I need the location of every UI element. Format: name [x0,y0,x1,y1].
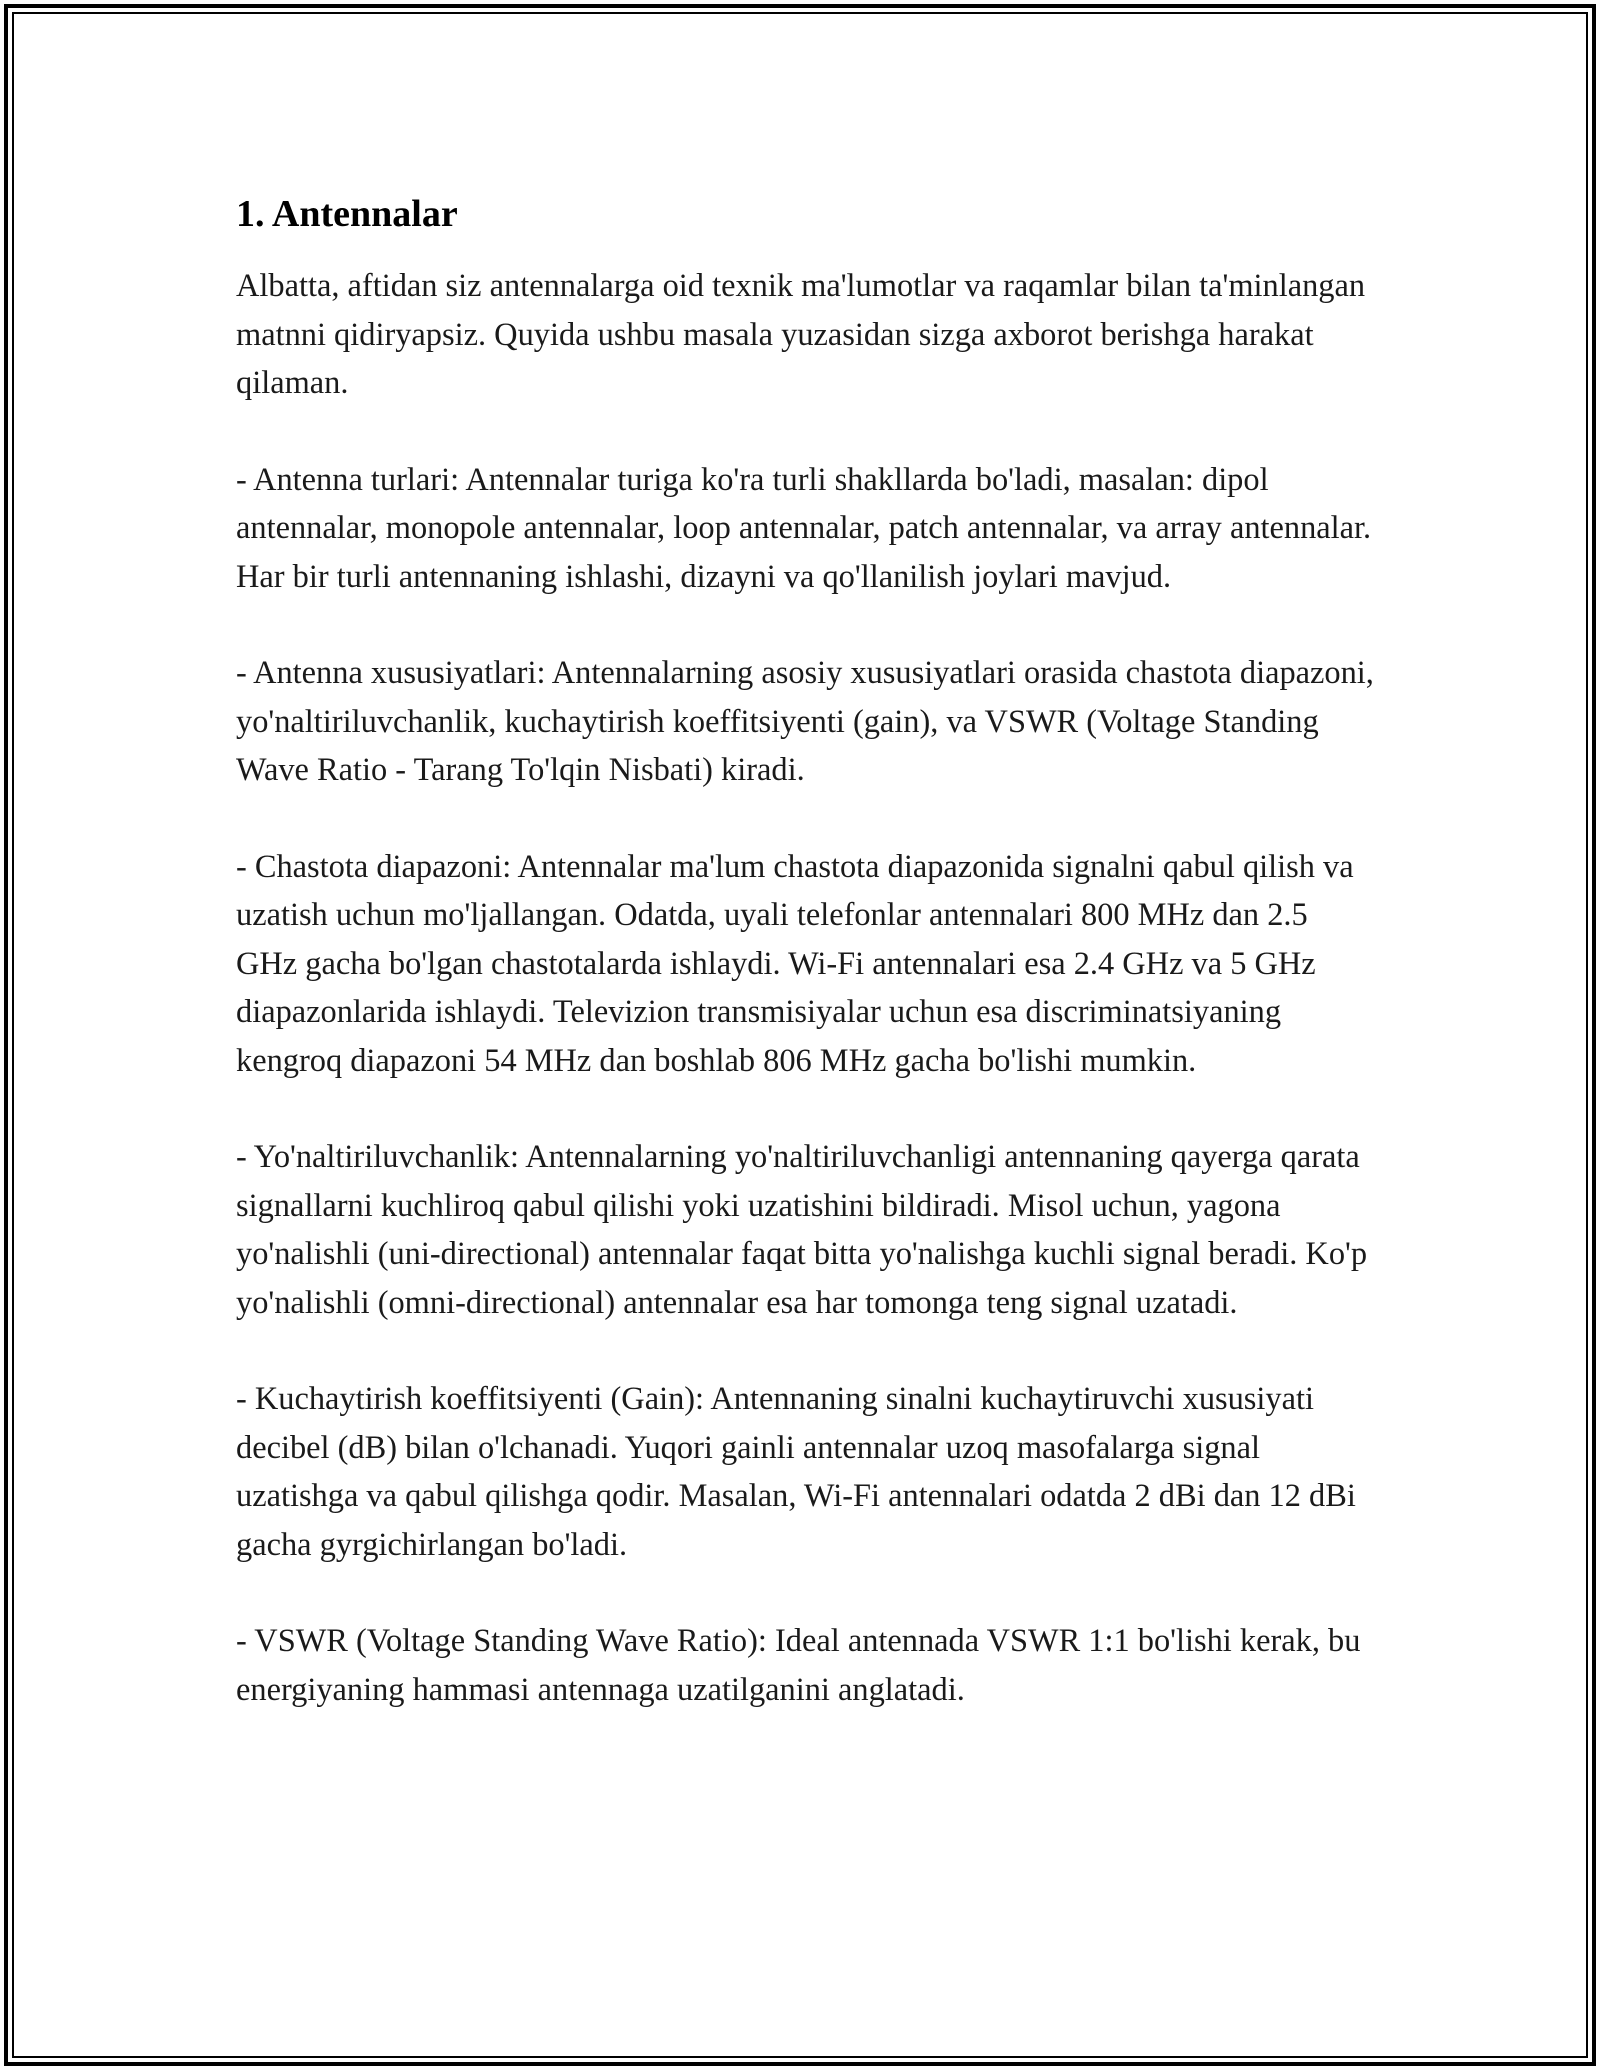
antenna-types-paragraph: - Antenna turlari: Antennalar turiga ko'ra turli shakllarda bo'ladi, masalan: dipol antennalar, monopole antennalar, loop antennalar, patch antennalar, va array antennalar. Har bir turli antennaning ishlashi, dizayni va qo'llanilish joylari mavjud. [236,461,1372,595]
antenna-properties-paragraph: - Antenna xususiyatlari: Antennalarning asosiy xususiyatlari orasida chastota diapazoni, yo'naltiriluvchanlik, kuchaytirish koeffitsiyenti (gain), va VSWR (Voltage Standing Wave Ratio - Tarang To'lqin Nisbati) kiradi. [236,655,1374,788]
directivity-paragraph: - Yo'naltiriluvchanlik: Antennalarning yo'naltiriluvchanligi antennaning qayerga qarata signallarni kuchliroq qabul qilishi yoki uzatishini bildiradi. Misol uchun, yagona yo'nalishli (uni-directional) antennalar faqat bitta yo'nalishga kuchli signal beradi. Ko'p yo'nalishli (omni-directional) antennalar esa har tomonga teng signal uzatadi. [236,1139,1368,1321]
gain-paragraph: - Kuchaytirish koeffitsiyenti (Gain): Antennaning sinalni kuchaytiruvchi xususiyati decibel (dB) bilan o'lchanadi. Yuqori gainli antennalar uzoq masofalarga signal uzatishga va qabul qilishga qodir. Masalan, Wi-Fi antennalari odatda 2 dBi dan 12 dBi gacha gyrgichirlangan bo'ladi. [236,1381,1356,1563]
document-body [236,188,1376,1762]
section-heading: 1. Antennalar [236,193,458,235]
vswr-paragraph: - VSWR (Voltage Standing Wave Ratio): Ideal antennada VSWR 1:1 bo'lishi kerak, bu energiyaning hammasi antennaga uzatilganini anglatadi. [236,1623,1361,1708]
frequency-range-paragraph: - Chastota diapazoni: Antennalar ma'lum chastota diapazonida signalni qabul qilish va uzatish uchun mo'ljallangan. Odatda, uyali telefonlar antennalari 800 MHz dan 2.5 GHz gacha bo'lgan chastotalarda ishlaydi. Wi-Fi antennalari esa 2.4 GHz va 5 GHz diapazonlarida ishlaydi. Televizion transmisiyalar uchun esa discriminatsiyaning kengroq diapazoni 54 MHz dan boshlab 806 MHz gacha bo'lishi mumkin. [236,848,1354,1079]
intro-paragraph: Albatta, aftidan siz antennalarga oid texnik ma'lumotlar va raqamlar bilan ta'minlangan matnni qidiryapsiz. Quyida ushbu masala yuzasidan sizga axborot berishga harakat qilaman. [236,268,1366,401]
